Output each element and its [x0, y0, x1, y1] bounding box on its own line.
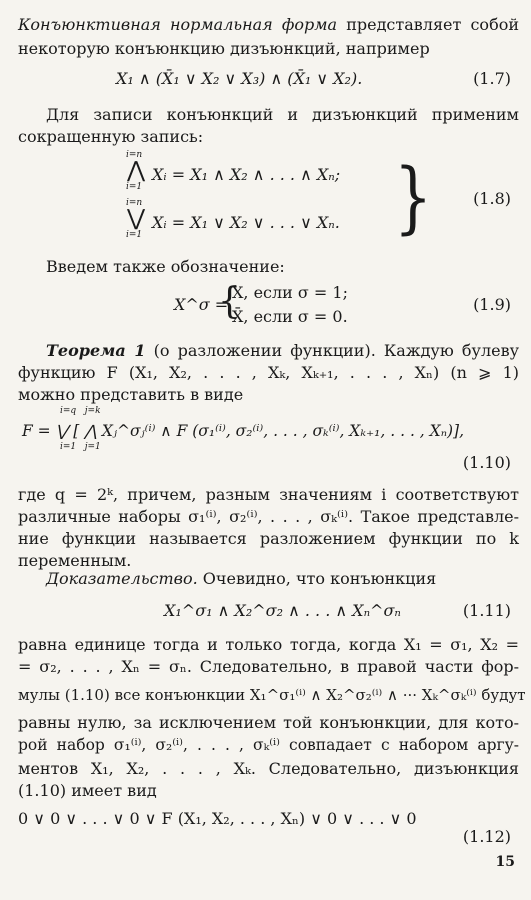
text-line-19: ментов X₁, X₂, . . . , Xₖ. Следовательно, дизъюнкция: [18, 759, 519, 778]
term-cnf: Конъюнктивная нормальная форма: [18, 15, 338, 34]
limit-bot-a: i=1: [126, 182, 143, 192]
text-line-8: можно представить в виде: [18, 385, 244, 404]
formula-1-12: 0 ∨ 0 ∨ . . . ∨ 0 ∨ F (X₁, X₂, . . . , Xₙ) ∨ 0 ∨ . . . ∨ 0: [18, 809, 417, 828]
limit-top-a: i=n: [126, 150, 143, 160]
page-number: 15: [495, 854, 515, 870]
eqnum-1-9: (1.9): [473, 295, 511, 314]
limits-bot-1-10: i=1 j=1: [60, 442, 101, 452]
left-brace: {: [218, 281, 241, 322]
text-line-15: = σ₂, . . . , Xₙ = σₙ. Следовательно, в правой части фор-: [18, 657, 519, 676]
limit-bot-b: i=1: [126, 230, 143, 240]
eqnum-1-11: (1.11): [462, 601, 511, 620]
text-line-9: где q = 2ᵏ, причем, разным значениям i соответствуют: [18, 485, 519, 504]
text-line-6-rest: (о разложении функции). Каждую булеву: [145, 341, 520, 360]
text-line-2: некоторую конъюнкцию дизъюнкций, например: [18, 39, 430, 58]
text-line-7: функцию F (X₁, X₂, . . . , Xₖ, Xₖ₊₁, . . . , Xₙ) (n ⩾ 1): [18, 363, 519, 382]
text-line-18: рой набор σ₁⁽ⁱ⁾, σ₂⁽ⁱ⁾, . . . , σₖ⁽ⁱ⁾ совпадает с набором аргу-: [18, 736, 519, 754]
proof-label: Доказательство.: [46, 569, 198, 588]
text-line-11: ние функции называется разложением функции по k: [18, 529, 519, 548]
text-line-14: равна единице тогда и только тогда, когда X₁ = σ₁, X₂ =: [18, 635, 519, 654]
text-line-6: [46, 340, 519, 362]
formula-1-9-lhs: X^σ =: [174, 295, 229, 314]
text-line-16: мулы (1.10) все конъюнкции X₁^σ₁⁽ⁱ⁾ ∧ X₂^σ₂⁽ⁱ⁾ ∧ ··· Xₖ^σₖ⁽ⁱ⁾ будут: [18, 686, 526, 704]
eqnum-1-12: (1.12): [462, 827, 511, 846]
theorem-title: Теорема 1: [46, 341, 146, 360]
text-line-4: сокращенную запись:: [18, 127, 204, 146]
eqnum-1-10: (1.10): [462, 453, 511, 472]
formula-1-11: X₁^σ₁ ∧ X₂^σ₂ ∧ . . . ∧ Xₙ^σₙ: [164, 601, 401, 620]
text-line-3: Для записи конъюнкций и дизъюнкций применим: [46, 105, 519, 124]
text-line-13-rest: Очевидно, что конъюнкция: [197, 569, 437, 588]
eqnum-1-8: (1.8): [473, 189, 511, 208]
text-line-20: (1.10) имеет вид: [18, 781, 157, 800]
text-line-13: [46, 568, 519, 590]
limit-top-b: i=n: [126, 198, 143, 208]
formula-1-10: F = ⋁ [ ⋀ Xⱼ^σⱼ⁽ⁱ⁾ ∧ F (σ₁⁽ⁱ⁾, σ₂⁽ⁱ⁾, . . . , σₖ⁽ⁱ⁾, Xₖ₊₁, . . . , Xₙ)],: [22, 422, 464, 440]
formula-1-8-b: Xᵢ = X₁ ∨ X₂ ∨ . . . ∨ Xₙ.: [152, 213, 340, 232]
text-line-12: переменным.: [18, 551, 132, 570]
formula-1-9-case1: X, если σ = 1;: [232, 283, 348, 302]
formula-1-8-a: Xᵢ = X₁ ∧ X₂ ∧ . . . ∧ Xₙ;: [152, 165, 341, 184]
text-line-1-rest: представляет собой: [337, 15, 519, 34]
formula-1-9-case2: X̄, если σ = 0.: [232, 307, 348, 326]
text-line-1: [18, 14, 519, 36]
right-brace: }: [394, 152, 433, 244]
eqnum-1-7: (1.7): [473, 69, 511, 88]
formula-1-7: X₁ ∧ (X̄₁ ∨ X₂ ∨ X₃) ∧ (X̄₁ ∨ X₂).: [116, 69, 363, 88]
text-line-10: различные наборы σ₁⁽ⁱ⁾, σ₂⁽ⁱ⁾, . . . , σₖ⁽ⁱ⁾. Такое представле-: [18, 507, 519, 526]
text-line-5: Введем также обозначение:: [46, 257, 285, 276]
big-vee-symbol: ⋁: [127, 206, 146, 231]
text-line-17: равны нулю, за исключением той конъюнкции, для кото-: [18, 713, 519, 732]
limits-top-1-10: i=q j=k: [60, 406, 101, 416]
big-wedge-symbol: ⋀: [127, 158, 146, 183]
